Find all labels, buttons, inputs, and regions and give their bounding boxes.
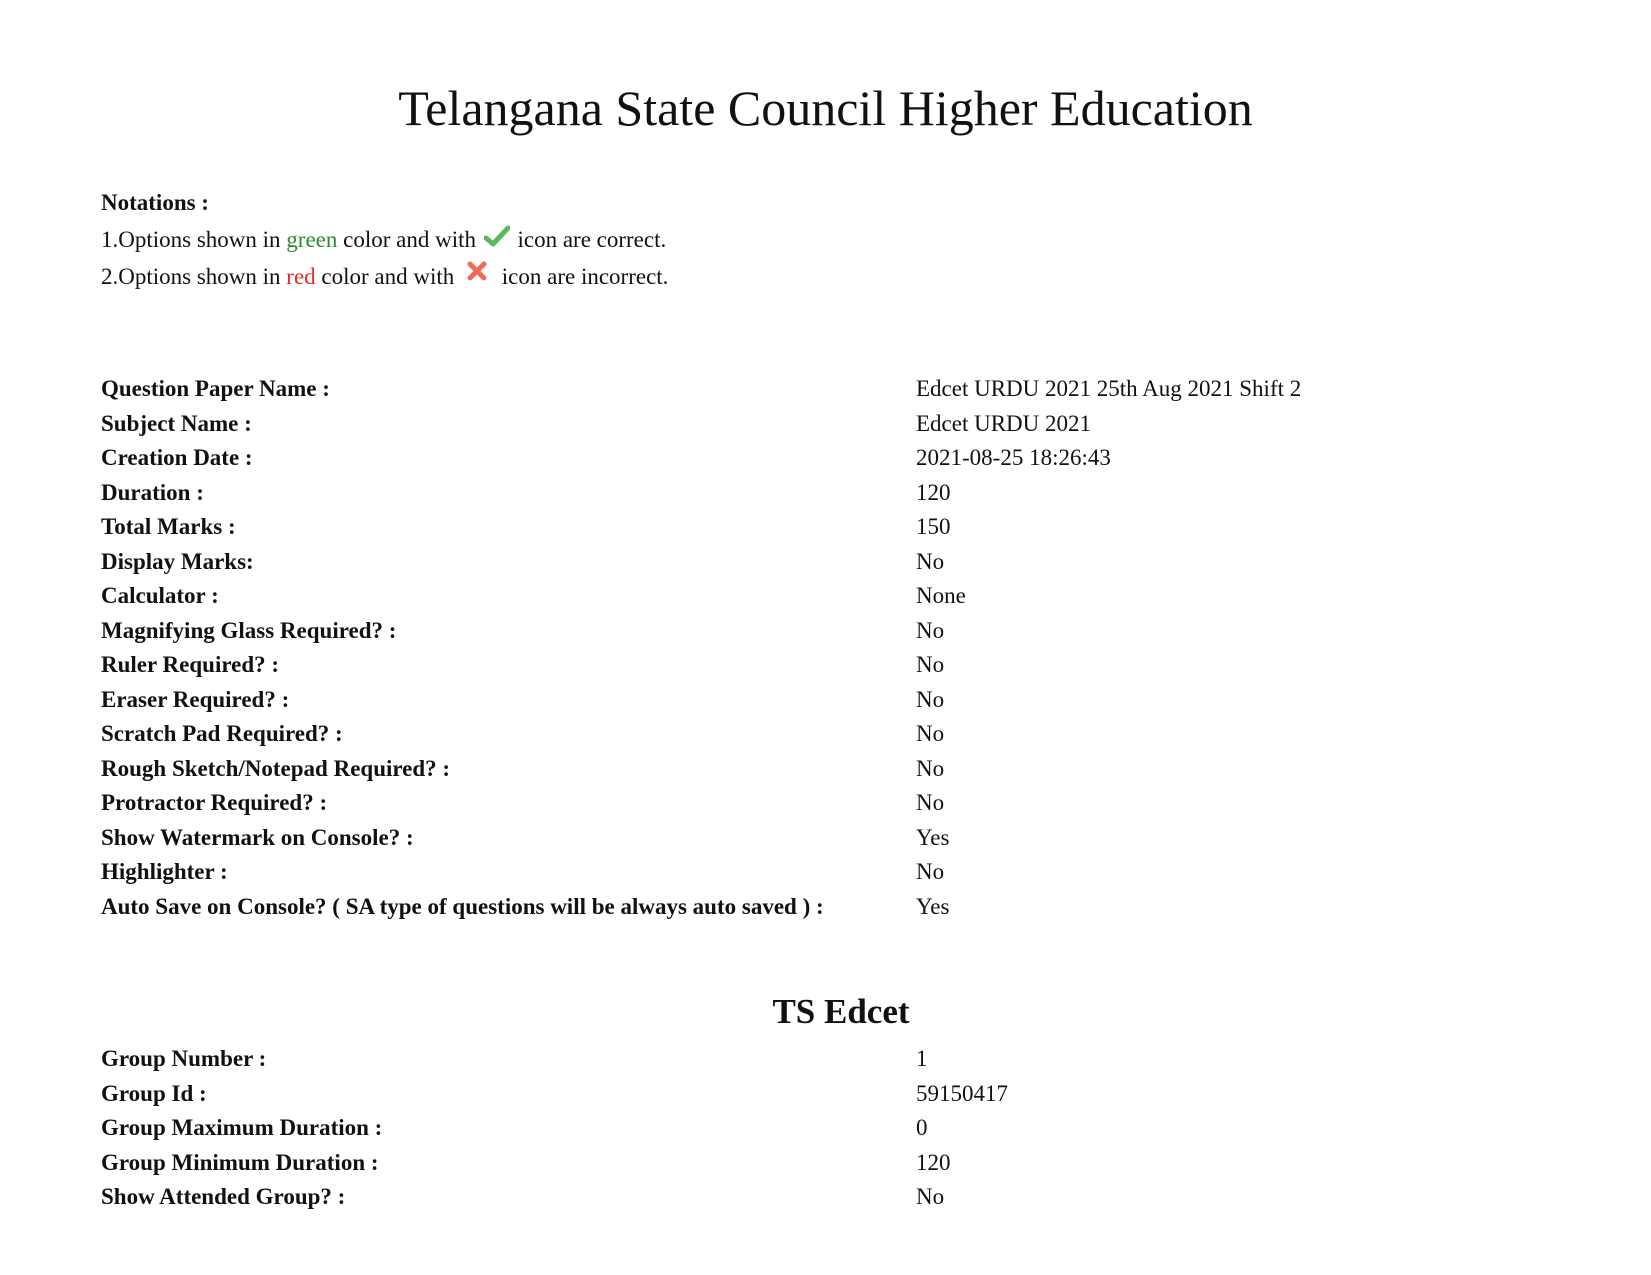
field-value: No bbox=[916, 790, 945, 815]
table-row bbox=[101, 545, 1301, 580]
page-title: Telangana State Council Higher Education bbox=[398, 80, 1253, 136]
notation-incorrect-line bbox=[101, 258, 668, 295]
cross-icon bbox=[466, 260, 488, 282]
table-row bbox=[101, 821, 1301, 856]
table-row bbox=[101, 407, 1301, 442]
field-value: 2021-08-25 18:26:43 bbox=[916, 445, 1111, 470]
field-label: Show Attended Group? : bbox=[101, 1184, 346, 1210]
paper-info-table bbox=[101, 372, 1301, 924]
field-value: No bbox=[916, 859, 945, 884]
field-label: Group Id : bbox=[101, 1080, 207, 1106]
notation-incorrect-middle: color and with bbox=[315, 264, 461, 289]
field-value: 59150417 bbox=[916, 1080, 1008, 1106]
table-row bbox=[101, 1042, 1008, 1077]
field-label: Rough Sketch/Notepad Required? : bbox=[101, 755, 451, 781]
field-value: No bbox=[916, 686, 945, 712]
table-row bbox=[101, 614, 1301, 649]
field-label: Highlighter : bbox=[101, 859, 228, 884]
field-value: Yes bbox=[916, 824, 950, 850]
field-label: Creation Date : bbox=[101, 445, 253, 470]
table-row bbox=[101, 648, 1301, 683]
table-row bbox=[101, 1146, 1008, 1181]
field-value: 0 bbox=[916, 1115, 928, 1141]
notations-block bbox=[101, 184, 668, 295]
table-row bbox=[101, 786, 1301, 821]
table-row bbox=[101, 579, 1301, 614]
notation-correct-middle: color and with bbox=[337, 227, 482, 252]
notation-correct-prefix: 1.Options shown in bbox=[101, 227, 287, 252]
field-label: Group Maximum Duration : bbox=[101, 1115, 383, 1141]
table-row bbox=[101, 1180, 1008, 1215]
notation-incorrect-suffix: icon are incorrect. bbox=[496, 264, 669, 289]
table-row bbox=[101, 441, 1301, 476]
notation-correct-suffix: icon are correct. bbox=[511, 227, 667, 252]
field-label: Auto Save on Console? ( SA type of questions will be always auto saved ) : bbox=[101, 893, 824, 919]
field-value: Edcet URDU 2021 bbox=[916, 410, 1092, 436]
notation-green-word: green bbox=[286, 227, 338, 252]
field-value: No bbox=[916, 617, 945, 643]
field-value: No bbox=[916, 755, 945, 781]
field-label: Scratch Pad Required? : bbox=[101, 721, 343, 746]
section-title: TS Edcet bbox=[772, 992, 910, 1031]
field-value: No bbox=[916, 652, 945, 677]
group-info-body bbox=[101, 1042, 1008, 1215]
field-label: Display Marks: bbox=[101, 548, 254, 574]
field-label: Eraser Required? : bbox=[101, 686, 290, 712]
check-icon bbox=[484, 225, 510, 249]
field-label: Calculator : bbox=[101, 583, 219, 608]
table-row bbox=[101, 510, 1301, 545]
field-value: No bbox=[916, 721, 945, 746]
field-value: No bbox=[916, 548, 945, 574]
table-row bbox=[101, 717, 1301, 752]
notation-incorrect-prefix: 2.Options shown in bbox=[101, 264, 287, 289]
table-row bbox=[101, 372, 1301, 407]
field-value: 1 bbox=[916, 1046, 928, 1071]
notation-correct-line bbox=[101, 221, 668, 258]
field-value: Edcet URDU 2021 25th Aug 2021 Shift 2 bbox=[916, 376, 1302, 401]
field-label: Subject Name : bbox=[101, 410, 252, 436]
field-label: Question Paper Name : bbox=[101, 376, 330, 401]
notations-heading: Notations : bbox=[101, 190, 209, 215]
field-value: 150 bbox=[916, 514, 951, 539]
table-row bbox=[101, 855, 1301, 890]
field-label: Group Minimum Duration : bbox=[101, 1149, 379, 1175]
field-label: Total Marks : bbox=[101, 514, 236, 539]
table-row bbox=[101, 1077, 1008, 1112]
field-value: 120 bbox=[916, 1149, 951, 1175]
table-row bbox=[101, 890, 1301, 925]
field-label: Group Number : bbox=[101, 1046, 267, 1071]
group-info-table bbox=[101, 1042, 1008, 1215]
paper-info-body bbox=[101, 372, 1301, 924]
field-label: Duration : bbox=[101, 479, 204, 505]
field-value: None bbox=[916, 583, 966, 608]
field-value: No bbox=[916, 1184, 945, 1210]
field-label: Ruler Required? : bbox=[101, 652, 280, 677]
table-row bbox=[101, 752, 1301, 787]
field-value: 120 bbox=[916, 479, 951, 505]
table-row bbox=[101, 476, 1301, 511]
field-label: Show Watermark on Console? : bbox=[101, 824, 414, 850]
notation-red-word: red bbox=[286, 264, 316, 289]
field-label: Protractor Required? : bbox=[101, 790, 328, 815]
table-row bbox=[101, 1111, 1008, 1146]
field-label: Magnifying Glass Required? : bbox=[101, 617, 397, 643]
field-value: Yes bbox=[916, 893, 950, 919]
table-row bbox=[101, 683, 1301, 718]
